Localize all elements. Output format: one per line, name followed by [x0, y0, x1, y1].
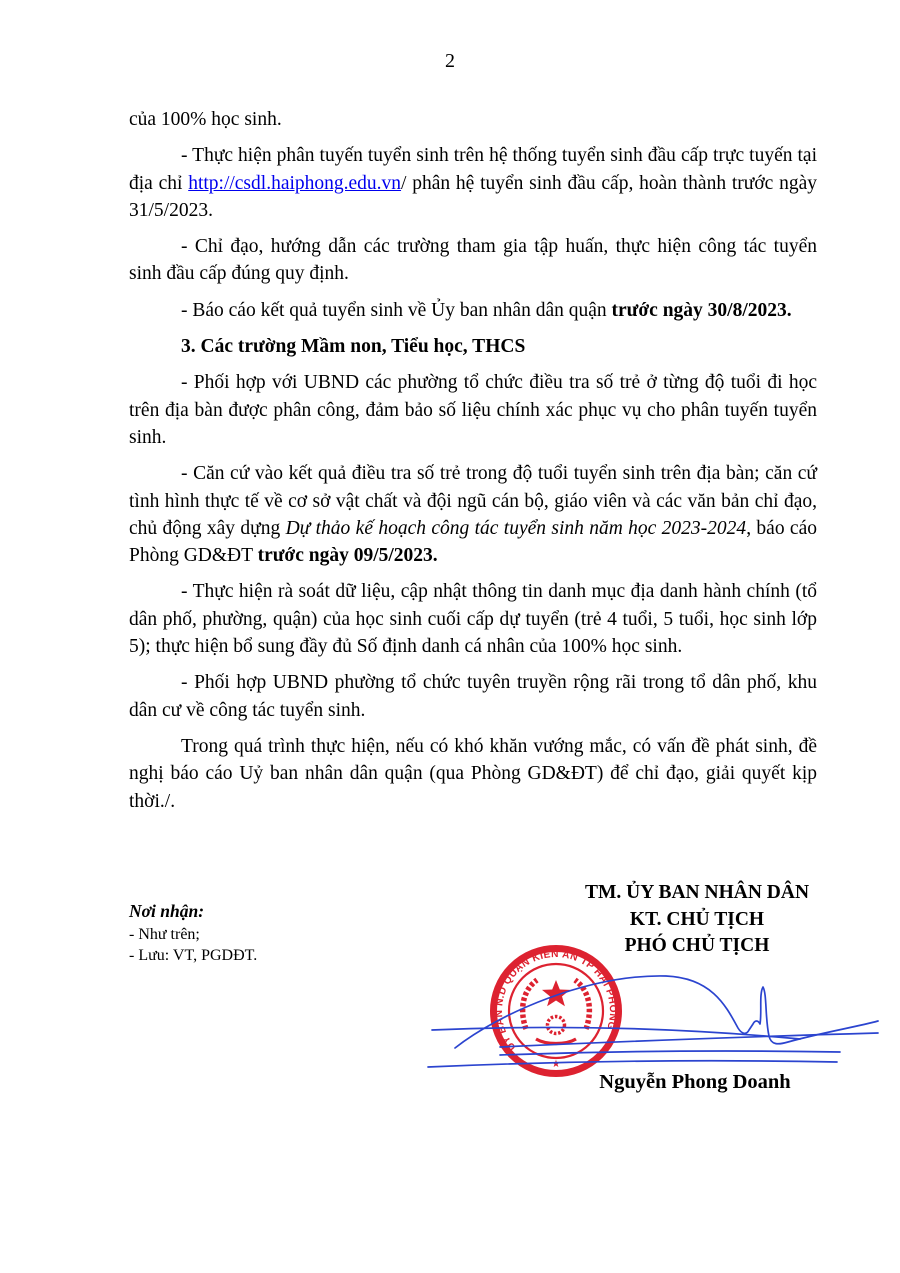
paragraph-text: - Báo cáo kết quả tuyển sinh về Ủy ban nhân dân quận [181, 299, 612, 321]
recipients-title: Nơi nhận: [129, 901, 205, 921]
paragraph-census-cooperation: - Phối hợp với UBND các phường tổ chức điều tra số trẻ ở từng độ tuổi đi học trên địa bàn được phân công, đảm bảo số liệu chính xác phục vụ cho phân tuyến tuyển sinh. [129, 372, 817, 448]
seal-star-glyph: ★ [551, 1059, 561, 1070]
paragraph-text: , báo cáo Phòng GD&ĐT [129, 517, 817, 567]
section-heading-schools: 3. Các trường Mầm non, Tiểu học, THCS [181, 336, 526, 358]
seal-ring-text: ỦY BAN N.D QUẬN KIẾN AN TP HẢI PHÒNG [493, 948, 619, 1053]
signing-deputy-for: KT. CHỦ TỊCH [629, 908, 765, 930]
deadline-bold-text: trước ngày 30/8/2023. [611, 299, 792, 321]
recipients-block [129, 901, 257, 966]
recipient-item: - Như trên; [129, 926, 200, 943]
signing-role: PHÓ CHỦ TỊCH [624, 935, 770, 956]
paragraph-online-enrollment [129, 142, 817, 224]
paragraph-text: / phân hệ tuyển sinh đầu cấp, hoàn thành trước ngày 31/5/2023. [129, 172, 817, 221]
signing-authority: TM. ỦY BAN NHÂN DÂN [584, 882, 810, 903]
deadline-bold-text: trước ngày 09/5/2023. [257, 545, 438, 567]
paragraph-closing: Trong quá trình thực hiện, nếu có khó khăn vướng mắc, có vấn đề phát sinh, đề nghị báo cáo Uỷ ban nhân dân quận (qua Phòng GD&ĐT) để chỉ đạo, giải quyết kịp thời./. [129, 735, 817, 812]
paragraph-continuation: của 100% học sinh. [129, 109, 282, 130]
paragraph-text: - Căn cứ vào kết quả điều tra số trẻ trong độ tuổi tuyển sinh trên địa bàn; căn cứ tình hình thực tế về cơ sở vật chất và đội ngũ cán bộ, giáo viên và các văn bản chỉ đạo, chủ động xây dựng [129, 463, 817, 539]
signer-name: Nguyễn Phong Doanh [599, 1071, 791, 1093]
handwritten-signature-ink [418, 956, 883, 1071]
paragraph-data-review: - Thực hiện rà soát dữ liệu, cập nhật thông tin danh mục địa danh hành chính (tổ dân phố, phường, quận) của học sinh cuối cấp dự tuyển (trẻ 4 tuổi, 5 tuổi, học sinh lớp 5); thực hiện bổ sung đầy đủ Số định danh cá nhân của 100% học sinh. [129, 581, 817, 658]
paragraph-draft-plan [129, 460, 817, 569]
enrollment-portal-link[interactable]: http://csdl.haiphong.edu.vn [188, 172, 402, 194]
paragraph-propaganda: - Phối hợp UBND phường tổ chức tuyên truyền rộng rãi trong tổ dân phố, khu dân cư về công tác tuyển sinh. [129, 672, 817, 721]
page-number: 2 [445, 50, 455, 72]
paragraph-report-results [129, 297, 817, 324]
paragraph-training-guidance: - Chỉ đạo, hướng dẫn các trường tham gia tập huấn, thực hiện công tác tuyển sinh đầu cấp đúng quy định. [129, 236, 817, 285]
document-body [129, 106, 817, 824]
paragraph-text: - Thực hiện phân tuyến tuyển sinh trên hệ thống tuyển sinh đầu cấp trực tuyến tại địa chỉ [129, 145, 817, 194]
recipient-item: - Lưu: VT, PGDĐT. [129, 947, 258, 964]
draft-plan-italic-text: Dự thảo kế hoạch công tác tuyển sinh năm học 2023-2024 [285, 517, 747, 539]
